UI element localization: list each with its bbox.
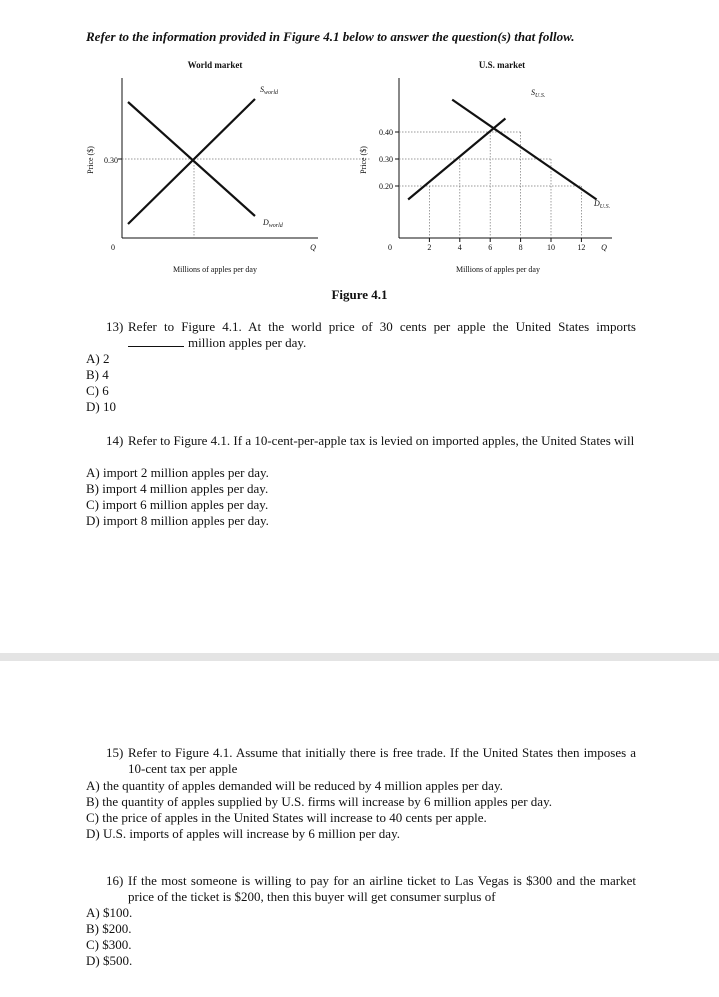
question-text-after-blank: million apples per day. (188, 335, 307, 350)
us-x-tick-label: 12 (577, 243, 586, 252)
question-text: Refer to Figure 4.1. Assume that initially there is free trade. If the United States then imposes a 10-cent tax per apple (128, 745, 636, 776)
figure-4-1 (0, 0, 719, 300)
us-y-tick-label: 0.20 (379, 182, 393, 191)
option-b: B) import 4 million apples per day. (86, 481, 269, 496)
intro-instruction: Refer to the information provided in Figure 4.1 below to answer the question(s) that follow. (86, 29, 575, 44)
world-xlabel: Millions of apples per day (173, 265, 257, 274)
question-text: Refer to Figure 4.1. If a 10-cent-per-apple tax is levied on imported apples, the United States will (128, 433, 635, 448)
world-origin: 0 (111, 243, 115, 252)
option-d: D) import 8 million apples per day. (86, 513, 269, 528)
world-price-tick: 0.30 (104, 156, 118, 165)
world-title: World market (187, 60, 243, 70)
world-q-label: Q (310, 243, 316, 252)
us-x-tick-label: 2 (427, 243, 432, 252)
us-demand-label: $D_{U.S.}$ (594, 199, 611, 210)
question-text: Refer to Figure 4.1. At the world price of 30 cents per apple the United States imports (128, 319, 636, 334)
option-b: B) the quantity of apples supplied by U.S. firms will increase by 6 million apples per day. (86, 794, 552, 809)
us-ylabel: Price ($) (359, 146, 368, 174)
question-text-line2 (128, 335, 306, 351)
option-c: C) the price of apples in the United States will increase to 40 cents per apple. (86, 810, 487, 825)
page-divider (0, 653, 719, 661)
answer-blank (128, 336, 184, 347)
world-demand-label: $D_{world}$ (263, 218, 283, 229)
us-y-tick-label: 0.30 (379, 155, 393, 164)
question-number: 13) (106, 319, 124, 334)
question-number: 15) (106, 745, 124, 760)
option-c: C) import 6 million apples per day. (86, 497, 269, 512)
option-a: A) 2 (86, 351, 110, 366)
option-c: C) $300. (86, 937, 132, 952)
us-x-tick-label: 10 (547, 243, 555, 252)
figure-caption: Figure 4.1 (331, 287, 388, 302)
option-d: D) $500. (86, 953, 133, 968)
option-a: A) $100. (86, 905, 133, 920)
us-axis-ticks (379, 128, 585, 252)
question-13 (0, 319, 719, 353)
world-supply-label: $S_{world}$ (260, 85, 279, 96)
option-a: A) import 2 million apples per day. (86, 465, 269, 480)
question-16 (0, 873, 719, 907)
option-a: A) the quantity of apples demanded will be reduced by 4 million apples per day. (86, 778, 503, 793)
us-y-tick-label: 0.40 (379, 128, 393, 137)
option-b: B) 4 (86, 367, 109, 382)
option-d: D) 10 (86, 399, 116, 414)
option-b: B) $200. (86, 921, 132, 936)
us-x-tick-label: 8 (518, 243, 523, 252)
us-origin: 0 (388, 243, 392, 252)
us-supply-label: $S_{U.S.}$ (531, 88, 546, 99)
question-number: 14) (106, 433, 124, 448)
question-15 (0, 745, 719, 779)
us-x-tick-label: 6 (488, 243, 493, 252)
option-d: D) U.S. imports of apples will increase by 6 million per day. (86, 826, 400, 841)
question-text: If the most someone is willing to pay for an airline ticket to Las Vegas is $300 and the market price of the ticket is $200, then this buyer will get consumer surplus of (128, 873, 636, 904)
us-xlabel: Millions of apples per day (456, 265, 540, 274)
question-number: 16) (106, 873, 124, 888)
world-ylabel: Price ($) (86, 146, 95, 174)
us-x-tick-label: 4 (457, 243, 462, 252)
question-14 (0, 433, 719, 467)
us-demand-line (452, 100, 596, 200)
us-q-label: Q (601, 243, 607, 252)
us-title: U.S. market (478, 60, 526, 70)
us-supply-line (408, 119, 505, 200)
option-c: C) 6 (86, 383, 109, 398)
